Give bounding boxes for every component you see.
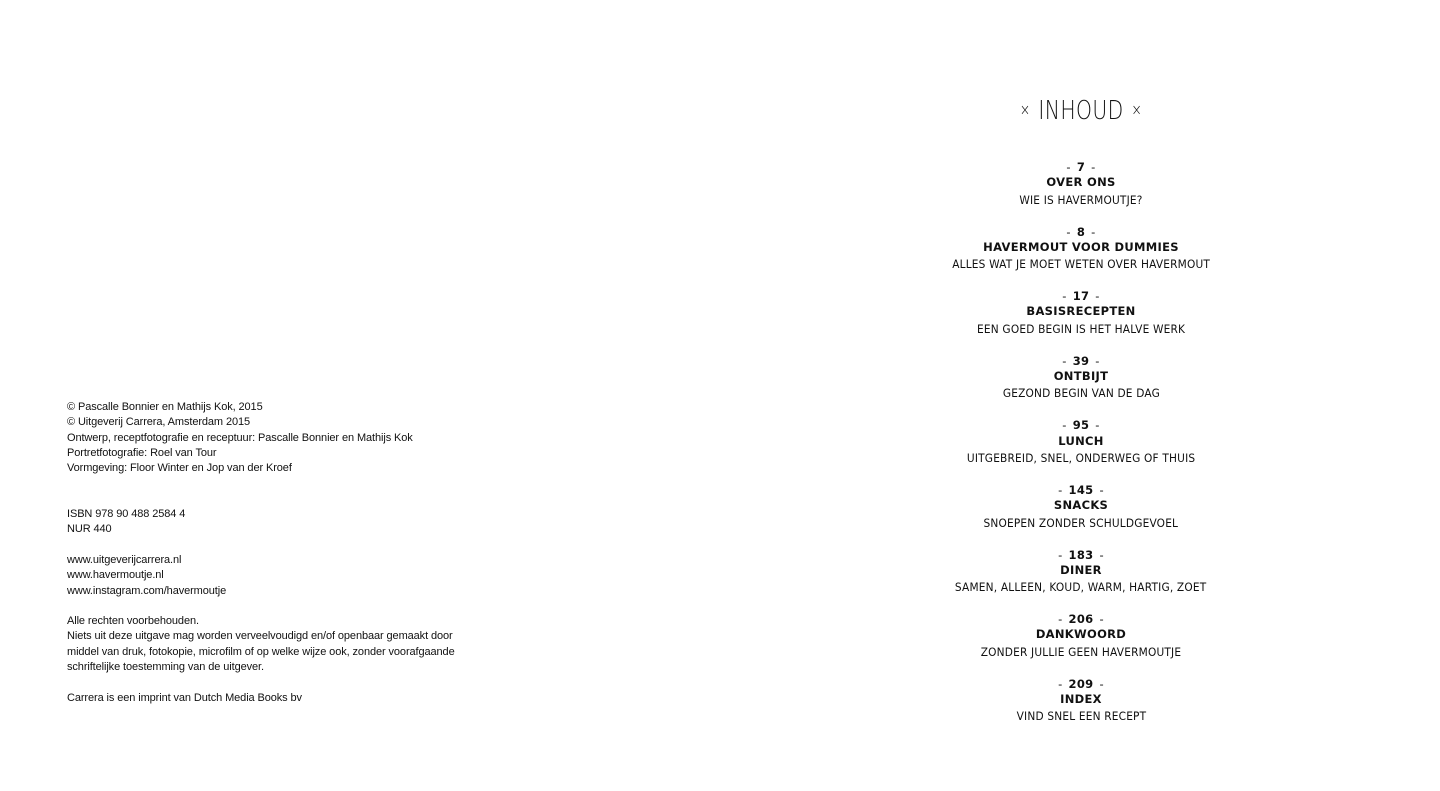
spacer — [67, 476, 487, 507]
toc-entry-lunch[interactable] — [920, 418, 1242, 467]
toc-page-number: - 183 - — [1058, 547, 1104, 562]
toc-entry-diner[interactable] — [920, 548, 1242, 597]
toc-subtitle: VIND SNEL EEN RECEPT — [1016, 709, 1146, 724]
toc-heading: LUNCH — [1058, 433, 1104, 448]
toc-entry-ontbijt[interactable] — [920, 354, 1242, 403]
toc-entry-basisrecepten[interactable] — [920, 289, 1242, 338]
design-credit: Ontwerp, receptfotografie en receptuur: Pascalle Bonnier en Mathijs Kok — [67, 431, 413, 444]
website-publisher-link[interactable]: www.uitgeverijcarrera.nl — [67, 553, 182, 566]
toc-page-number: - 17 - — [1062, 289, 1100, 304]
copyright-authors: © Pascalle Bonnier en Mathijs Kok, 2015 — [67, 401, 263, 413]
toc-heading: DANKWOORD — [1035, 627, 1127, 642]
rights-line: middel van druk, fotokopie, microfilm of op welke wijze ook, zonder voorafgaande — [67, 645, 455, 658]
toc-subtitle: EEN GOED BEGIN IS HET HALVE WERK — [976, 321, 1186, 336]
toc-subtitle: UITGEBREID, SNEL, ONDERWEG OF THUIS — [966, 450, 1196, 465]
copyright-publisher: © Uitgeverij Carrera, Amsterdam 2015 — [67, 416, 251, 429]
cross-icon: × — [1019, 100, 1031, 119]
toc-heading: OVER ONS — [1046, 175, 1116, 190]
portrait-credit: Portretfotografie: Roel van Tour — [67, 446, 217, 459]
toc-heading: HAVERMOUT VOOR DUMMIES — [983, 239, 1179, 254]
nur-code: NUR 440 — [67, 523, 112, 536]
toc-heading: SNACKS — [1053, 498, 1109, 513]
rights-line: Alle rechten voorbehouden. — [67, 615, 199, 628]
toc-heading: INDEX — [1060, 692, 1102, 707]
toc-page-number: - 209 - — [1058, 676, 1104, 691]
spacer — [67, 538, 487, 553]
toc-page-number: - 8 - — [1066, 224, 1096, 239]
toc-title — [955, 90, 1206, 131]
website-book-link[interactable]: www.havermoutje.nl — [67, 569, 164, 582]
toc-title-text: INHOUD — [1038, 96, 1124, 126]
toc-heading: DINER — [1060, 562, 1102, 577]
toc-page-number: - 7 - — [1066, 160, 1096, 174]
toc-subtitle: GEZOND BEGIN VAN DE DAG — [1002, 386, 1160, 401]
toc-subtitle: SNOEPEN ZONDER SCHULDGEVOEL — [983, 515, 1179, 530]
spacer — [67, 599, 487, 614]
colophon — [67, 400, 487, 706]
toc-heading: ONTBIJT — [1053, 369, 1109, 384]
toc-page-number: - 206 - — [1058, 612, 1104, 627]
toc-entry-index[interactable] — [920, 677, 1242, 726]
toc-page-number: - 95 - — [1062, 418, 1100, 433]
toc-subtitle: ALLES WAT JE MOET WETEN OVER HAVERMOUT — [952, 257, 1210, 272]
isbn: ISBN 978 90 488 2584 4 — [67, 508, 186, 521]
toc-entry-snacks[interactable] — [920, 483, 1242, 532]
rights-line: schriftelijke toestemming van de uitgever. — [67, 661, 264, 674]
toc-subtitle: ZONDER JULLIE GEEN HAVERMOUTJE — [980, 644, 1182, 659]
table-of-contents — [920, 90, 1242, 741]
toc-entry-dankwoord[interactable] — [920, 612, 1242, 661]
toc-subtitle: WIE IS HAVERMOUTJE? — [1019, 192, 1143, 207]
layout-credit: Vormgeving: Floor Winter en Jop van der Kroef — [67, 462, 292, 475]
toc-subtitle: SAMEN, ALLEEN, KOUD, WARM, HARTIG, ZOET — [955, 580, 1207, 595]
imprint-note: Carrera is een imprint van Dutch Media Books bv — [67, 691, 302, 704]
rights-line: Niets uit deze uitgave mag worden verveelvoudigd en/of openbaar gemaakt door — [67, 630, 453, 643]
instagram-link[interactable]: www.instagram.com/havermoutje — [67, 584, 227, 597]
toc-entry-over-ons[interactable] — [920, 160, 1242, 209]
spacer — [67, 675, 487, 690]
cross-icon: × — [1131, 100, 1143, 119]
toc-entry-havermout-voor-dummies[interactable] — [920, 225, 1242, 274]
toc-page-number: - 145 - — [1058, 482, 1104, 497]
toc-heading: BASISRECEPTEN — [1026, 304, 1136, 319]
toc-page-number: - 39 - — [1062, 353, 1100, 368]
